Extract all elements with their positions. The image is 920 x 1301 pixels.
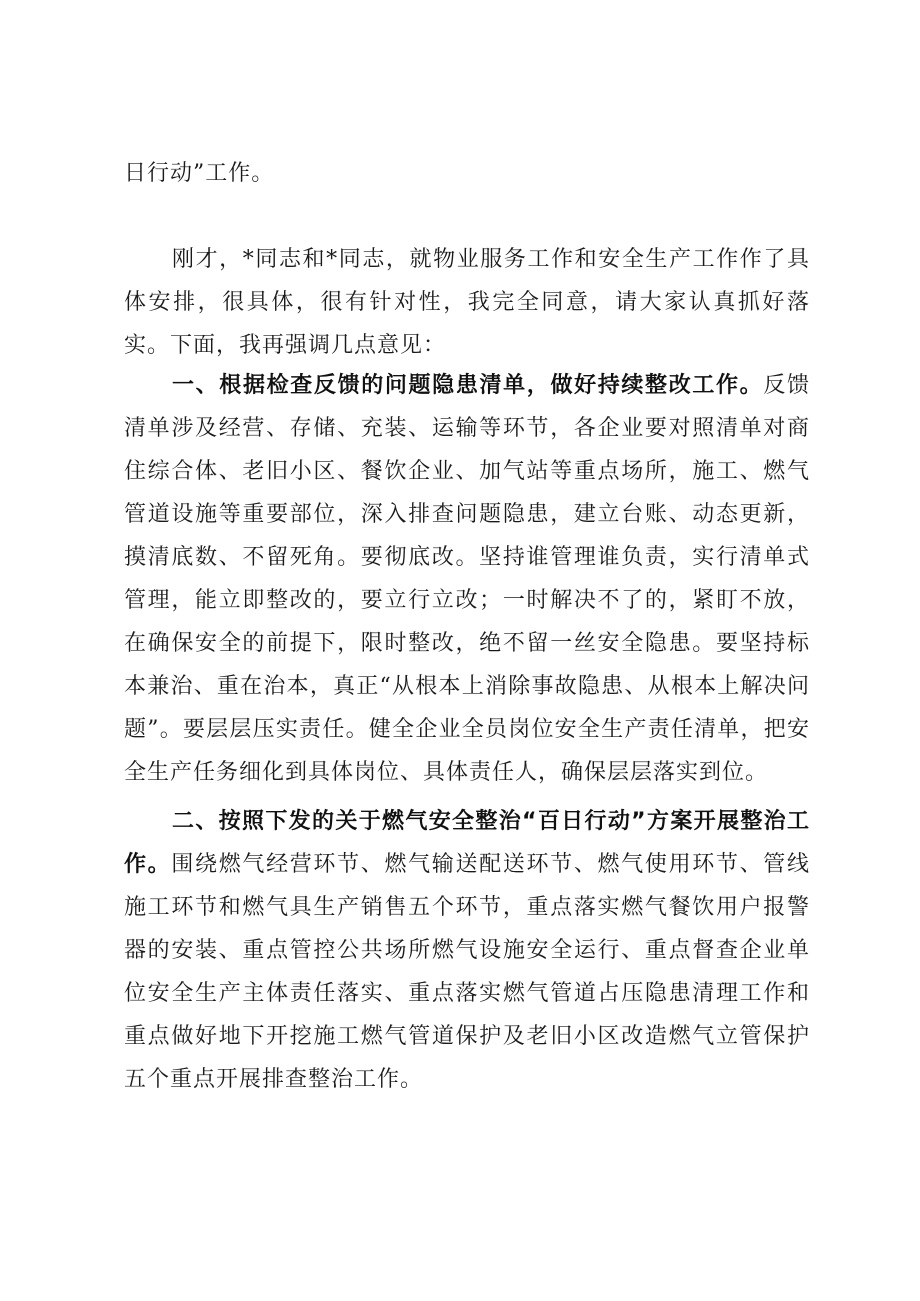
intro-paragraph: 刚才，*同志和*同志，就物业服务工作和安全生产工作作了具体安排，很具体，很有针对性，我完全同意，请大家认真抓好落实。下面，我再强调几点意见：: [124, 247, 810, 358]
continuation-line: 日行动”工作。: [124, 161, 275, 186]
section-two-body: 围绕燃气经营环节、燃气输送配送环节、燃气使用环节、管线施工环节和燃气具生产销售五个环节，重点落实燃气餐饮用户报警器的安装、重点管控公共场所燃气设施安全运行、重点督查企业单位安全生产主体责任落实、重点落实燃气管道占压隐患清理工作和重点做好地下开挖施工燃气管道保护及老旧小区改造燃气立管保护五个重点开展排查整治工作。: [124, 852, 810, 1092]
section-two-heading: 二、按照下发的关于燃气安全整治“百日行动”方案开展整治工作。: [124, 809, 810, 877]
section-one-body: 反馈清单涉及经营、存储、充装、运输等环节，各企业要对照清单对商住综合体、老旧小区、餐饮企业、加气站等重点场所，施工、燃气管道设施等重要部位，深入排查问题隐患，建立台账、动态更新，摸清底数、不留死角。要彻底改。坚持谁管理谁负责，实行清单式管理，能立即整改的，要立行立改；一时解决不了的，紧盯不放，在确保安全的前提下，限时整改，绝不留一丝安全隐患。要坚持标本兼治、重在治本，真正“从根本上消除事故隐患、从根本上解决问题”。要层层压实责任。健全企业全员岗位安全生产责任清单，把安全生产任务细化到具体岗位、具体责任人，确保层层落实到位。: [124, 373, 810, 785]
section-one-paragraph: [124, 364, 810, 794]
section-two-paragraph: [124, 800, 810, 1101]
section-one-heading: 一、根据检查反馈的问题隐患清单，做好持续整改工作。: [172, 373, 764, 398]
